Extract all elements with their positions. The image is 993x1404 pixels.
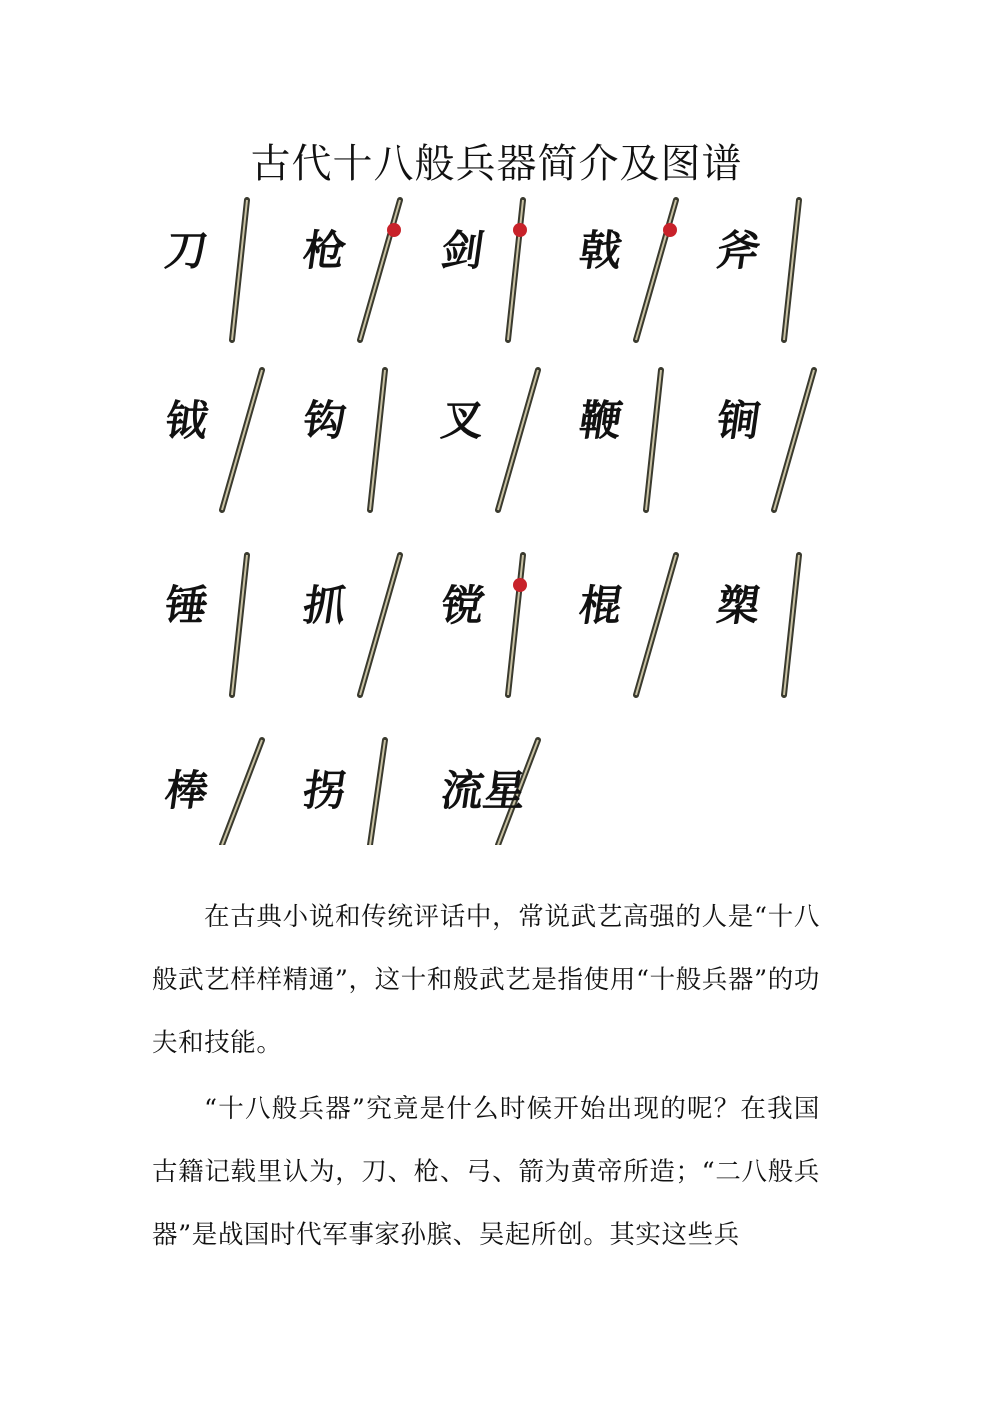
- weapon-name: 棍: [576, 581, 626, 630]
- weapon-name: 剑: [438, 226, 488, 275]
- weapon-name: 镋: [438, 581, 488, 630]
- page-title: 古代十八般兵器简介及图谱: [250, 141, 743, 187]
- weapon-name: 戟: [576, 226, 626, 275]
- weapon-illustration: [152, 190, 290, 360]
- weapon-illustration: [152, 360, 290, 545]
- weapon-illustration: [152, 545, 290, 730]
- weapon-illustration: [428, 730, 566, 845]
- weapon-illustration: [290, 360, 428, 545]
- weapon-name: 槊: [714, 581, 764, 630]
- paragraph-2: “十八般兵器”究竟是什么时候开始出现的呢？在我国古籍记载里认为，刀、枪、弓、箭为黄帝所造；“二八般兵器”是战国时代军事家孙膑、吴起所创。其实这些兵: [152, 1093, 820, 1250]
- weapon-name: 钩: [300, 396, 350, 445]
- weapon-illustration: [290, 545, 428, 730]
- weapon-name: 刀: [162, 226, 212, 275]
- weapons-illustration: [152, 190, 842, 845]
- weapon-illustration: [152, 730, 290, 845]
- weapon-name: 棒: [162, 766, 212, 815]
- weapon-name: 叉: [438, 396, 488, 445]
- weapon-illustration: [428, 360, 566, 545]
- weapon-name: 斧: [714, 226, 764, 275]
- paragraph-1: 在古典小说和传统评话中，常说武艺高强的人是“十八般武艺样样精通”，这十和般武艺是指使用“十般兵器”的功夫和技能。: [152, 901, 820, 1058]
- weapon-illustration: [566, 545, 704, 730]
- weapon-illustration: [428, 190, 566, 360]
- weapon-illustration: [704, 545, 842, 730]
- weapon-illustration: [428, 545, 566, 730]
- weapon-illustration: [290, 730, 428, 845]
- weapon-name: 抓: [300, 581, 350, 630]
- weapon-name: 枪: [300, 226, 350, 275]
- weapon-illustration: [566, 360, 704, 545]
- weapon-name: 锤: [162, 581, 212, 630]
- weapon-name: 流星: [438, 766, 530, 815]
- weapon-name: 鞭: [576, 396, 626, 445]
- weapon-illustration: [566, 190, 704, 360]
- weapon-name: 拐: [300, 766, 350, 815]
- weapon-illustration: [704, 360, 842, 545]
- weapon-illustration: [290, 190, 428, 360]
- weapon-name: 锏: [714, 396, 764, 445]
- weapon-illustration: [704, 190, 842, 360]
- weapon-name: 钺: [162, 396, 212, 445]
